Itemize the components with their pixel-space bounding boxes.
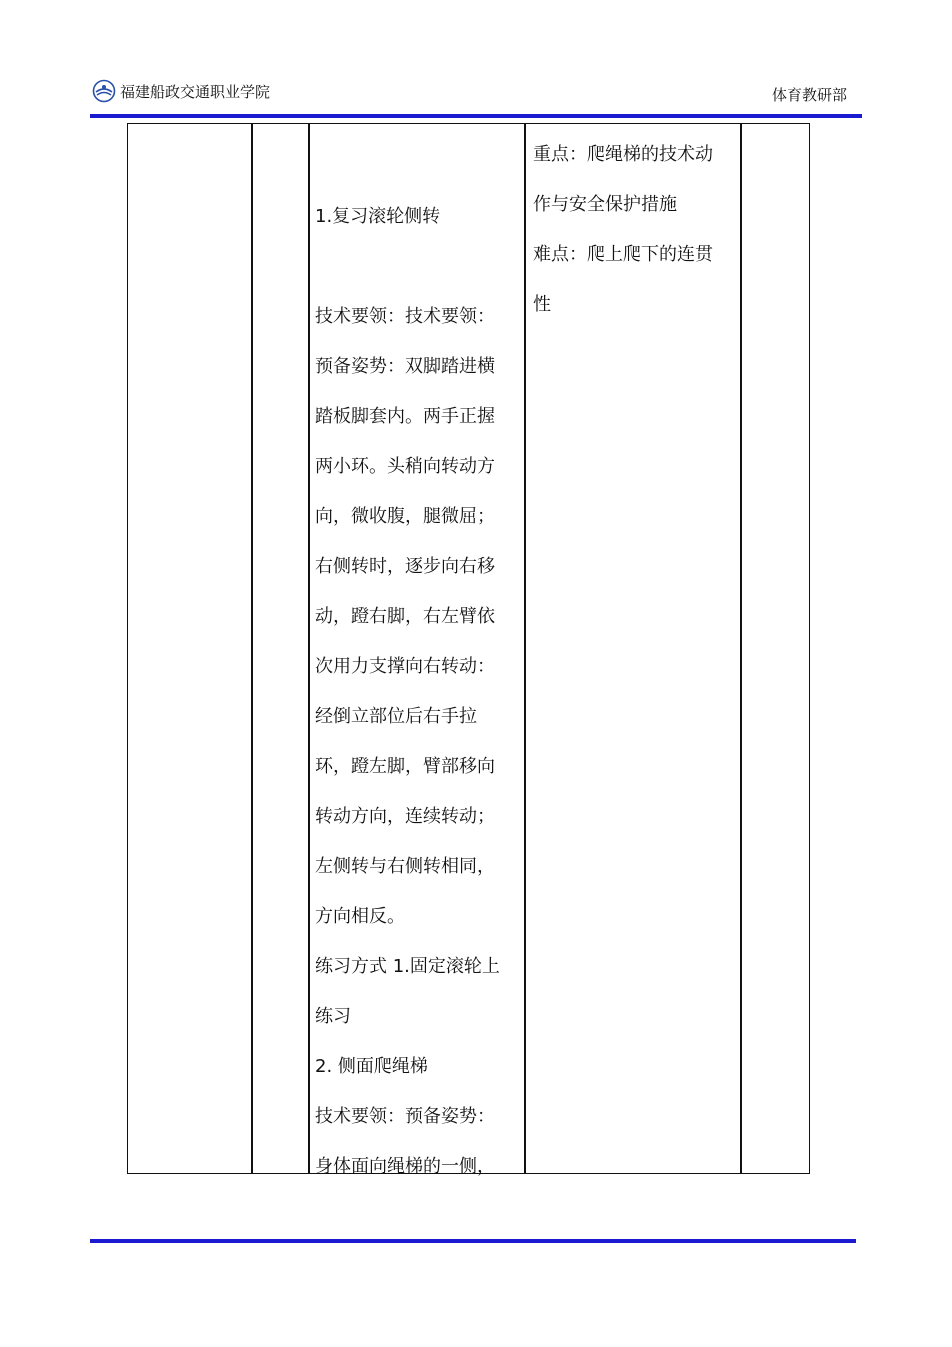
content-line: 向，微收腹，腿微屈； (315, 506, 495, 527)
content-line: 两小环。头稍向转动方 (315, 456, 495, 477)
footer-rule (90, 1239, 856, 1243)
content-line: 练习方式 1.固定滚轮上 (315, 956, 500, 977)
column-divider (251, 124, 253, 1173)
content-line: 技术要领：技术要领： (315, 306, 495, 327)
header-institution (92, 76, 270, 106)
content-line: 1.复习滚轮侧转 (315, 206, 441, 227)
school-emblem-icon (92, 79, 116, 103)
key-point-line: 性 (533, 294, 551, 315)
content-line: 身体面向绳梯的一侧， (315, 1156, 495, 1177)
content-line: 次用力支撑向右转动： (315, 656, 495, 677)
content-line: 预备姿势：双脚踏进横 (315, 356, 495, 377)
lesson-table (127, 123, 810, 1177)
content-line: 右侧转时，逐步向右移 (315, 556, 495, 577)
column-divider (524, 124, 526, 1173)
institution-name: 福建船政交通职业学院 (120, 82, 271, 101)
key-point-line: 作与安全保护措施 (533, 194, 677, 215)
content-line: 练习 (315, 1006, 351, 1027)
header-rule (90, 114, 862, 118)
key-point-line: 难点：爬上爬下的连贯 (533, 244, 713, 265)
teaching-content-cell (315, 192, 521, 1192)
column-divider (308, 124, 310, 1173)
content-line: 转动方向，连续转动； (315, 806, 495, 827)
key-point-line: 重点：爬绳梯的技术动 (533, 144, 713, 165)
department-name: 体育教研部 (771, 86, 847, 104)
content-line: 技术要领：预备姿势： (315, 1106, 495, 1127)
content-line: 动，蹬右脚，右左臂依 (315, 606, 495, 627)
content-line: 左侧转与右侧转相同， (315, 856, 495, 877)
content-line: 踏板脚套内。两手正握 (315, 406, 495, 427)
key-points-cell (533, 130, 741, 330)
content-line: 经倒立部位后右手拉 (315, 706, 477, 727)
content-line: 环，蹬左脚，臂部移向 (315, 756, 495, 777)
content-line: 方向相反。 (315, 906, 405, 927)
content-line: 2. 侧面爬绳梯 (315, 1056, 428, 1077)
